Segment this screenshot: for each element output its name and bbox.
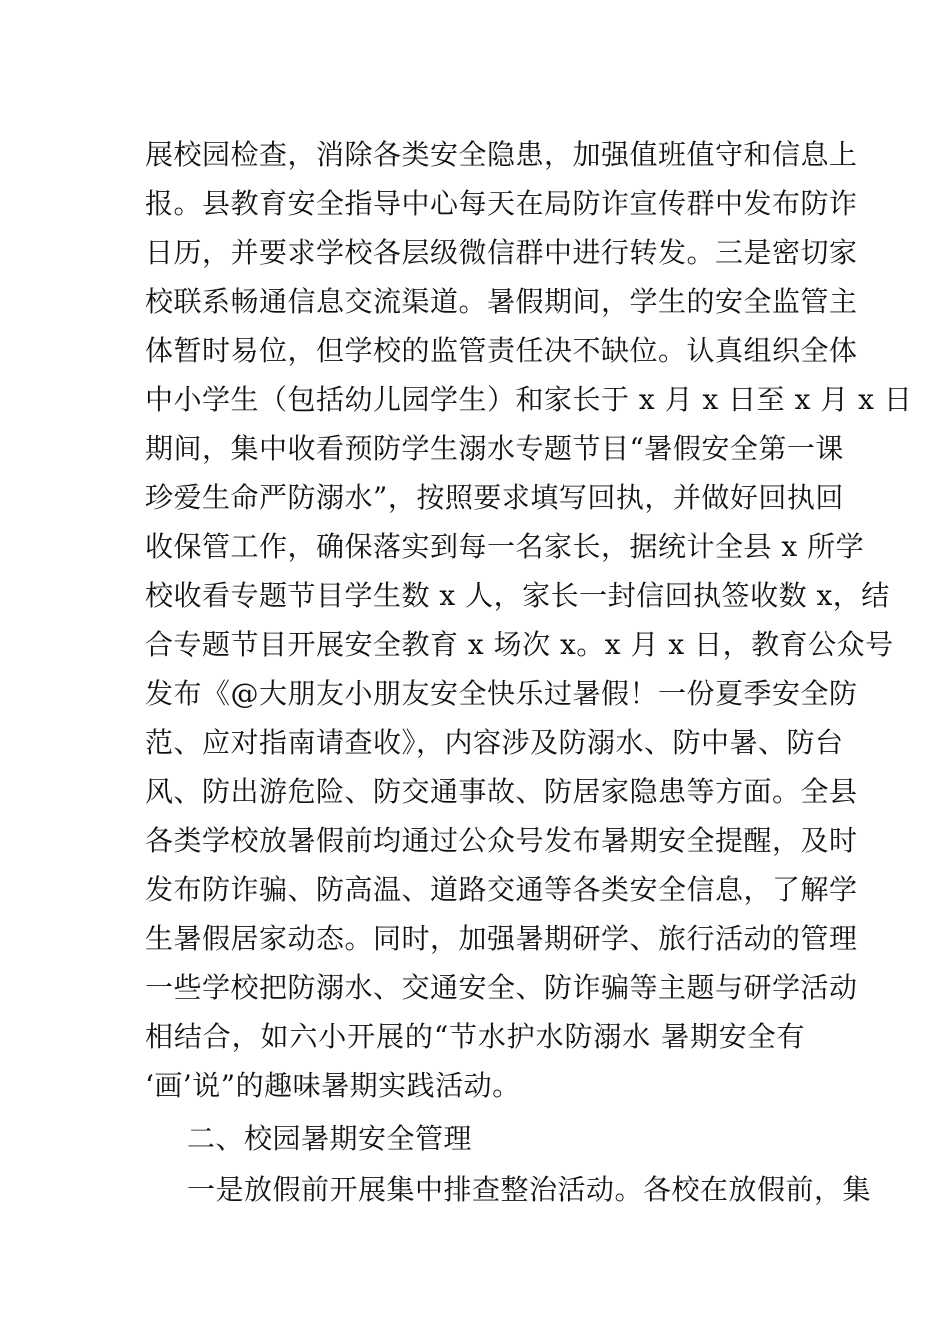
paragraph-line-15: 各类学校放暑假前均通过公众号发布暑期安全提醒，及时 <box>145 824 858 857</box>
paragraph-line-5: 体暂时易位，但学校的监管责任决不缺位。认真组织全体 <box>145 334 858 367</box>
paragraph-line-13: 范、应对指南请查收》，内容涉及防溺水、防中暑、防台 <box>145 726 844 759</box>
section-first-line: 一是放假前开展集中排查整治活动。各校在放假前，集 <box>187 1173 872 1206</box>
paragraph-line-20: ‘画’说”的趣味暑期实践活动。 <box>145 1069 521 1102</box>
paragraph-line-3: 日历，并要求学校各层级微信群中进行转发。三是密切家 <box>145 236 858 269</box>
paragraph-line-16: 发布防诈骗、防高温、道路交通等各类安全信息，了解学 <box>145 873 858 906</box>
paragraph-line-4: 校联系畅通信息交流渠道。暑假期间，学生的安全监管主 <box>145 285 858 318</box>
paragraph-line-17: 生暑假居家动态。同时，加强暑期研学、旅行活动的管理 <box>145 922 858 955</box>
paragraph-line-1: 展校园检查，消除各类安全隐患，加强值班值守和信息上 <box>145 138 858 171</box>
section-heading: 二、校园暑期安全管理 <box>187 1122 473 1155</box>
paragraph-line-18: 一些学校把防溺水、交通安全、防诈骗等主题与研学活动 <box>145 971 858 1004</box>
paragraph-line-11: 合专题节目开展安全教育 x 场次 x。x 月 x 日，教育公众号 <box>145 628 894 661</box>
paragraph-line-6: 中小学生（包括幼儿园学生）和家长于 x 月 x 日至 x 月 x 日 <box>145 383 913 416</box>
paragraph-line-12: 发布《@大朋友小朋友安全快乐过暑假！一份夏季安全防 <box>145 677 858 710</box>
paragraph-line-14: 风、防出游危险、防交通事故、防居家隐患等方面。全县 <box>145 775 858 808</box>
paragraph-line-7: 期间，集中收看预防学生溺水专题节目“暑假安全第一课 <box>145 432 844 465</box>
paragraph-line-8: 珍爱生命严防溺水”，按照要求填写回执，并做好回执回 <box>145 481 844 514</box>
paragraph-line-10: 校收看专题节目学生数 x 人，家长一封信回执签收数 x，结 <box>145 579 890 612</box>
paragraph-line-9: 收保管工作，确保落实到每一名家长，据统计全县 x 所学 <box>145 530 865 563</box>
paragraph-line-2: 报。县教育安全指导中心每天在局防诈宣传群中发布防诈 <box>145 187 858 220</box>
paragraph-line-19: 相结合，如六小开展的“节水护水防溺水 暑期安全有 <box>145 1020 805 1053</box>
